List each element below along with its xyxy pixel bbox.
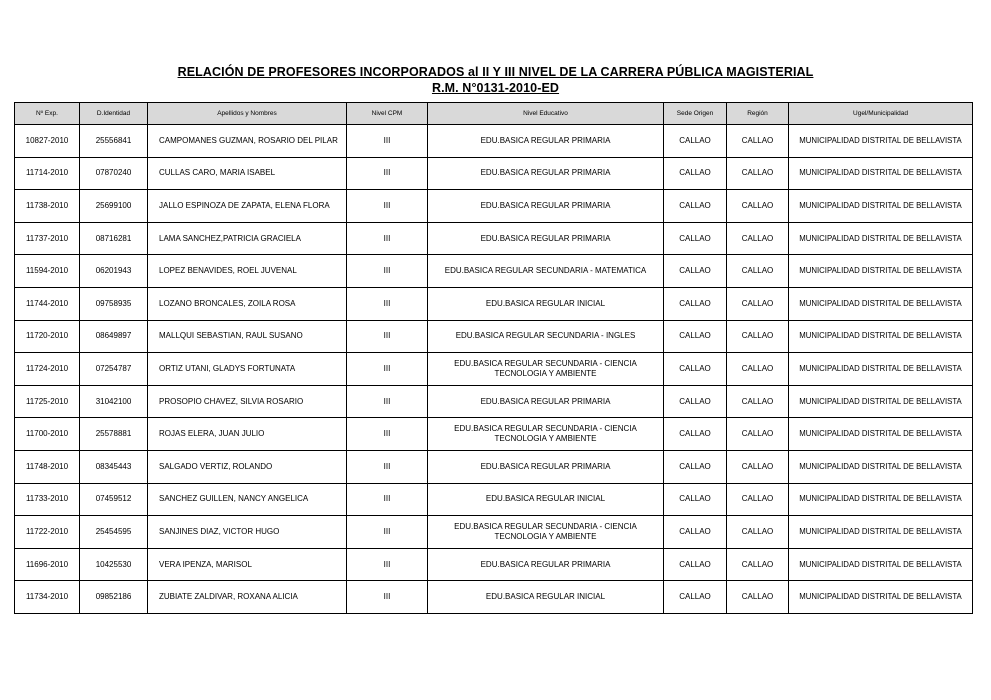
education-level-cell: EDU.BASICA REGULAR SECUNDARIA - CIENCIA TECNOLOGIA Y AMBIENTE (428, 418, 664, 451)
ugel-cell: MUNICIPALIDAD DISTRITAL DE BELLAVISTA (789, 255, 973, 288)
education-level-cell: EDU.BASICA REGULAR PRIMARIA (428, 125, 664, 158)
resolution-number: R.M. N°0131-2010-ED (431, 81, 560, 95)
cpm-level-cell: III (347, 418, 428, 451)
education-level-cell: EDU.BASICA REGULAR PRIMARIA (428, 548, 664, 581)
teacher-name-cell: LAMA SANCHEZ,PATRICIA GRACIELA (148, 222, 347, 255)
teacher-name-cell: LOPEZ BENAVIDES, ROEL JUVENAL (148, 255, 347, 288)
table-row (15, 581, 973, 614)
expediente-cell: 11725-2010 (15, 385, 80, 418)
sede-origen-cell: CALLAO (664, 418, 727, 451)
teacher-name-cell: SALGADO VERTIZ, ROLANDO (148, 450, 347, 483)
cpm-level-cell: III (347, 516, 428, 549)
region-cell: CALLAO (727, 287, 789, 320)
education-level-cell: EDU.BASICA REGULAR SECUNDARIA - INGLES (428, 320, 664, 353)
header-id: D.Identidad (80, 103, 148, 125)
dni-cell: 07254787 (80, 353, 148, 386)
region-cell: CALLAO (727, 255, 789, 288)
dni-cell: 25699100 (80, 190, 148, 223)
cpm-level-cell: III (347, 385, 428, 418)
region-cell: CALLAO (727, 418, 789, 451)
table-row (15, 157, 973, 190)
cpm-level-cell: III (347, 190, 428, 223)
dni-cell: 08716281 (80, 222, 148, 255)
region-cell: CALLAO (727, 353, 789, 386)
table-row (15, 255, 973, 288)
education-level-cell: EDU.BASICA REGULAR PRIMARIA (428, 222, 664, 255)
header-row (15, 103, 973, 125)
dni-cell: 25454595 (80, 516, 148, 549)
expediente-cell: 11720-2010 (15, 320, 80, 353)
education-level-cell: EDU.BASICA REGULAR PRIMARIA (428, 190, 664, 223)
dni-cell: 08345443 (80, 450, 148, 483)
sede-origen-cell: CALLAO (664, 190, 727, 223)
cpm-level-cell: III (347, 581, 428, 614)
header-exp: Nº Exp. (15, 103, 80, 125)
dni-cell: 25578881 (80, 418, 148, 451)
sede-origen-cell: CALLAO (664, 125, 727, 158)
sede-origen-cell: CALLAO (664, 385, 727, 418)
ugel-cell: MUNICIPALIDAD DISTRITAL DE BELLAVISTA (789, 157, 973, 190)
region-cell: CALLAO (727, 483, 789, 516)
dni-cell: 09758935 (80, 287, 148, 320)
sede-origen-cell: CALLAO (664, 516, 727, 549)
table-row (15, 320, 973, 353)
education-level-cell: EDU.BASICA REGULAR SECUNDARIA - MATEMATICA (428, 255, 664, 288)
ugel-cell: MUNICIPALIDAD DISTRITAL DE BELLAVISTA (789, 418, 973, 451)
cpm-level-cell: III (347, 222, 428, 255)
sede-origen-cell: CALLAO (664, 255, 727, 288)
table-row (15, 287, 973, 320)
expediente-cell: 11714-2010 (15, 157, 80, 190)
table-row (15, 418, 973, 451)
ugel-cell: MUNICIPALIDAD DISTRITAL DE BELLAVISTA (789, 516, 973, 549)
ugel-cell: MUNICIPALIDAD DISTRITAL DE BELLAVISTA (789, 320, 973, 353)
cpm-level-cell: III (347, 450, 428, 483)
expediente-cell: 11733-2010 (15, 483, 80, 516)
ugel-cell: MUNICIPALIDAD DISTRITAL DE BELLAVISTA (789, 548, 973, 581)
table-row (15, 190, 973, 223)
expediente-cell: 11594-2010 (15, 255, 80, 288)
region-cell: CALLAO (727, 516, 789, 549)
sede-origen-cell: CALLAO (664, 287, 727, 320)
table-row (15, 353, 973, 386)
ugel-cell: MUNICIPALIDAD DISTRITAL DE BELLAVISTA (789, 483, 973, 516)
teacher-name-cell: ORTIZ UTANI, GLADYS FORTUNATA (148, 353, 347, 386)
expediente-cell: 11722-2010 (15, 516, 80, 549)
sede-origen-cell: CALLAO (664, 353, 727, 386)
dni-cell: 25556841 (80, 125, 148, 158)
teachers-table (14, 102, 973, 614)
table-row (15, 125, 973, 158)
expediente-cell: 11696-2010 (15, 548, 80, 581)
education-level-cell: EDU.BASICA REGULAR INICIAL (428, 581, 664, 614)
region-cell: CALLAO (727, 190, 789, 223)
dni-cell: 10425530 (80, 548, 148, 581)
table-row (15, 222, 973, 255)
region-cell: CALLAO (727, 320, 789, 353)
education-level-cell: EDU.BASICA REGULAR INICIAL (428, 483, 664, 516)
cpm-level-cell: III (347, 353, 428, 386)
expediente-cell: 11700-2010 (15, 418, 80, 451)
ugel-cell: MUNICIPALIDAD DISTRITAL DE BELLAVISTA (789, 287, 973, 320)
sede-origen-cell: CALLAO (664, 483, 727, 516)
region-cell: CALLAO (727, 548, 789, 581)
region-cell: CALLAO (727, 385, 789, 418)
table-row (15, 385, 973, 418)
ugel-cell: MUNICIPALIDAD DISTRITAL DE BELLAVISTA (789, 385, 973, 418)
teacher-name-cell: PROSOPIO CHAVEZ, SILVIA ROSARIO (148, 385, 347, 418)
expediente-cell: 11737-2010 (15, 222, 80, 255)
dni-cell: 07870240 (80, 157, 148, 190)
expediente-cell: 11734-2010 (15, 581, 80, 614)
teacher-name-cell: ZUBIATE ZALDIVAR, ROXANA ALICIA (148, 581, 347, 614)
dni-cell: 09852186 (80, 581, 148, 614)
ugel-cell: MUNICIPALIDAD DISTRITAL DE BELLAVISTA (789, 125, 973, 158)
table-row (15, 516, 973, 549)
ugel-cell: MUNICIPALIDAD DISTRITAL DE BELLAVISTA (789, 222, 973, 255)
header-level: Nivel CPM (347, 103, 428, 125)
dni-cell: 06201943 (80, 255, 148, 288)
education-level-cell: EDU.BASICA REGULAR PRIMARIA (428, 157, 664, 190)
ugel-cell: MUNICIPALIDAD DISTRITAL DE BELLAVISTA (789, 353, 973, 386)
region-cell: CALLAO (727, 125, 789, 158)
teacher-name-cell: SANJINES DIAZ, VICTOR HUGO (148, 516, 347, 549)
education-level-cell: EDU.BASICA REGULAR PRIMARIA (428, 385, 664, 418)
region-cell: CALLAO (727, 157, 789, 190)
cpm-level-cell: III (347, 157, 428, 190)
education-level-cell: EDU.BASICA REGULAR PRIMARIA (428, 450, 664, 483)
expediente-cell: 11724-2010 (15, 353, 80, 386)
sede-origen-cell: CALLAO (664, 548, 727, 581)
cpm-level-cell: III (347, 483, 428, 516)
document-title: RELACIÓN DE PROFESORES INCORPORADOS al II Y III NIVEL DE LA CARRERA PÚBLICA MAGISTERIAL (177, 65, 814, 79)
header-region: Región (727, 103, 789, 125)
sede-origen-cell: CALLAO (664, 581, 727, 614)
region-cell: CALLAO (727, 222, 789, 255)
expediente-cell: 11738-2010 (15, 190, 80, 223)
teacher-name-cell: CULLAS CARO, MARIA ISABEL (148, 157, 347, 190)
education-level-cell: EDU.BASICA REGULAR SECUNDARIA - CIENCIA TECNOLOGIA Y AMBIENTE (428, 516, 664, 549)
ugel-cell: MUNICIPALIDAD DISTRITAL DE BELLAVISTA (789, 190, 973, 223)
teacher-name-cell: VERA IPENZA, MARISOL (148, 548, 347, 581)
cpm-level-cell: III (347, 548, 428, 581)
sede-origen-cell: CALLAO (664, 320, 727, 353)
sede-origen-cell: CALLAO (664, 222, 727, 255)
header-name: Apellidos y Nombres (148, 103, 347, 125)
header-sede: Sede Origen (664, 103, 727, 125)
table-row (15, 548, 973, 581)
cpm-level-cell: III (347, 287, 428, 320)
teacher-name-cell: MALLQUI SEBASTIAN, RAUL SUSANO (148, 320, 347, 353)
ugel-cell: MUNICIPALIDAD DISTRITAL DE BELLAVISTA (789, 450, 973, 483)
ugel-cell: MUNICIPALIDAD DISTRITAL DE BELLAVISTA (789, 581, 973, 614)
region-cell: CALLAO (727, 581, 789, 614)
cpm-level-cell: III (347, 255, 428, 288)
region-cell: CALLAO (727, 450, 789, 483)
sede-origen-cell: CALLAO (664, 450, 727, 483)
dni-cell: 31042100 (80, 385, 148, 418)
education-level-cell: EDU.BASICA REGULAR SECUNDARIA - CIENCIA TECNOLOGIA Y AMBIENTE (428, 353, 664, 386)
teacher-name-cell: ROJAS ELERA, JUAN JULIO (148, 418, 347, 451)
teacher-name-cell: LOZANO BRONCALES, ZOILA ROSA (148, 287, 347, 320)
teacher-name-cell: CAMPOMANES GUZMAN, ROSARIO DEL PILAR (148, 125, 347, 158)
table-row (15, 450, 973, 483)
teacher-name-cell: JALLO ESPINOZA DE ZAPATA, ELENA FLORA (148, 190, 347, 223)
table-row (15, 483, 973, 516)
teacher-name-cell: SANCHEZ GUILLEN, NANCY ANGELICA (148, 483, 347, 516)
expediente-cell: 10827-2010 (15, 125, 80, 158)
cpm-level-cell: III (347, 320, 428, 353)
cpm-level-cell: III (347, 125, 428, 158)
sede-origen-cell: CALLAO (664, 157, 727, 190)
dni-cell: 07459512 (80, 483, 148, 516)
dni-cell: 08649897 (80, 320, 148, 353)
header-edu: Nivel Educativo (428, 103, 664, 125)
education-level-cell: EDU.BASICA REGULAR INICIAL (428, 287, 664, 320)
header-ugel: Ugel/Municipalidad (789, 103, 973, 125)
expediente-cell: 11748-2010 (15, 450, 80, 483)
expediente-cell: 11744-2010 (15, 287, 80, 320)
